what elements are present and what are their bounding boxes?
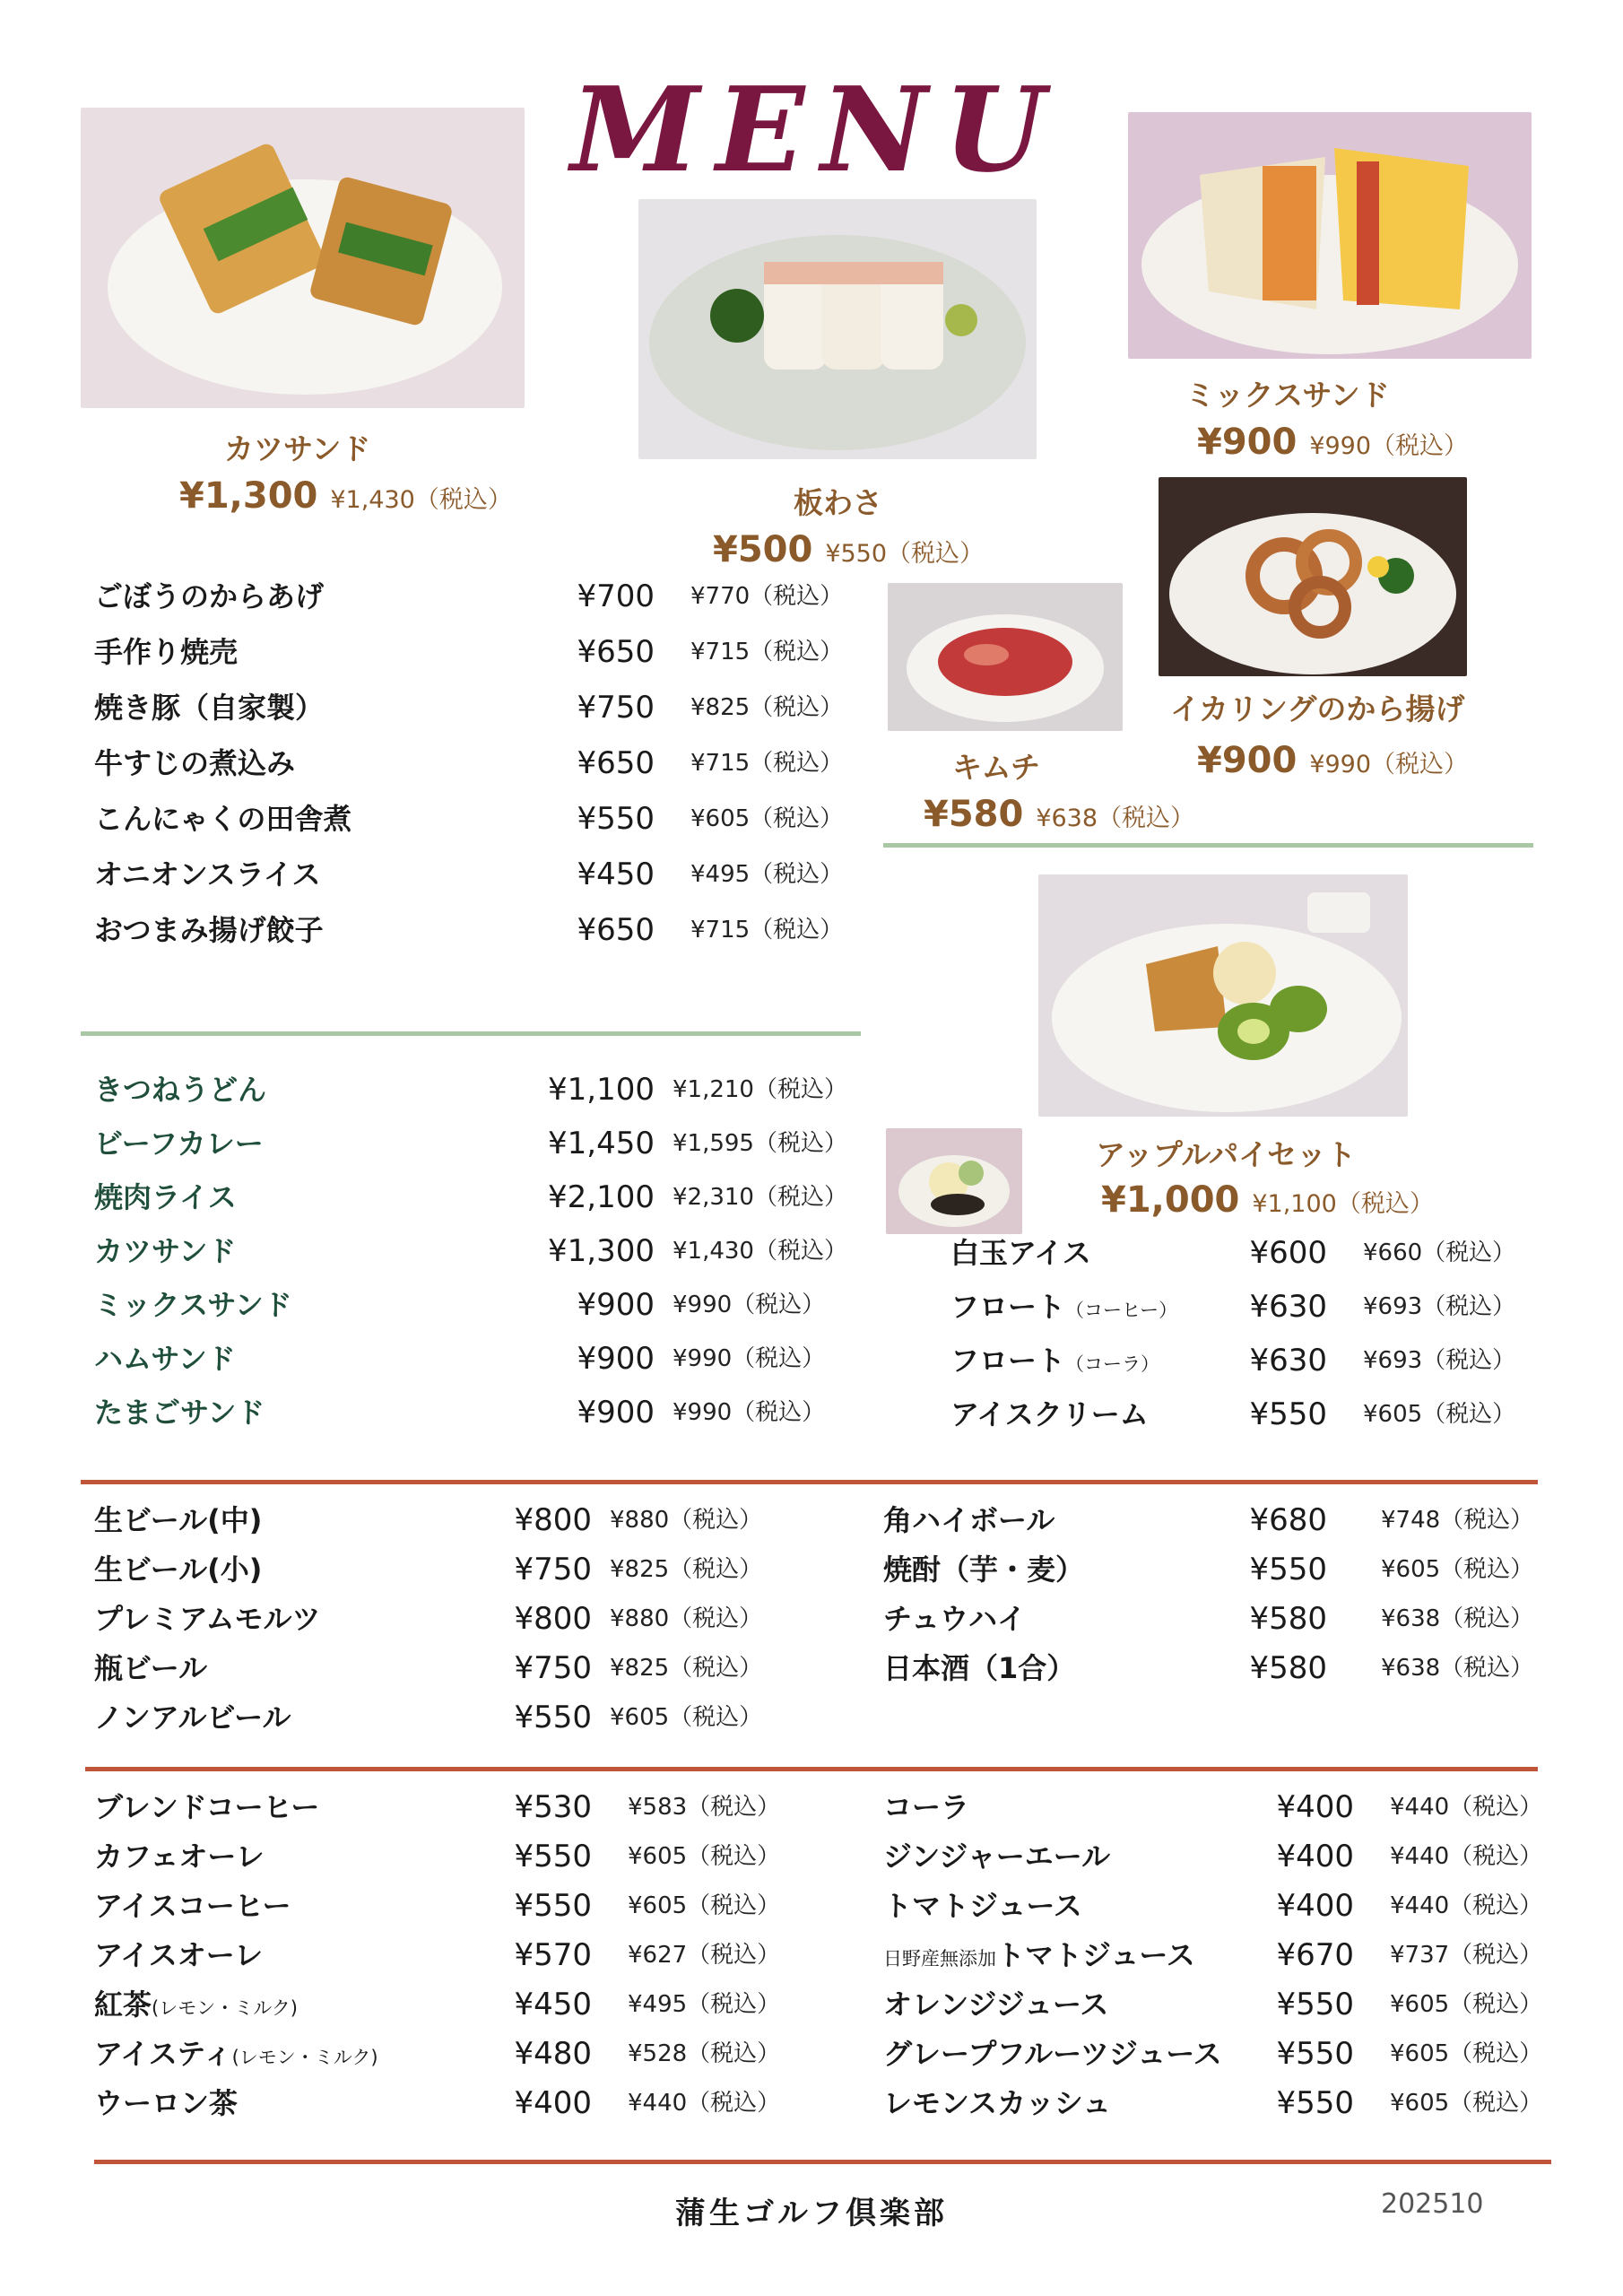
item-name-text: カツサンド xyxy=(94,1234,237,1268)
menu-item xyxy=(883,1498,1538,1543)
menu-item xyxy=(883,1834,1543,1879)
divider xyxy=(85,1767,1538,1771)
price: ¥1,300 xyxy=(179,475,318,517)
apple-pie-photo xyxy=(1038,874,1408,1117)
item-name-text: アイスクリーム xyxy=(950,1397,1149,1431)
featured-price xyxy=(179,475,512,517)
menu-item xyxy=(94,2031,812,2076)
featured-name: アップルパイセット xyxy=(1096,1137,1357,1172)
item-tax-price: ¥440（税込） xyxy=(628,2090,781,2117)
menu-item xyxy=(883,1785,1543,1830)
item-name-text: グレープフルーツジュース xyxy=(883,2037,1222,2071)
item-name xyxy=(94,1646,207,1691)
item-name-text: レモンスカッシュ xyxy=(883,2086,1112,2120)
item-name xyxy=(94,1390,265,1435)
item-tax-price: ¥825（税込） xyxy=(690,694,844,721)
item-tax-price: ¥825（税込） xyxy=(610,1655,763,1682)
item-tax-price: ¥638（税込） xyxy=(1381,1605,1534,1632)
menu-item xyxy=(94,1336,865,1381)
featured-price xyxy=(1101,1179,1434,1221)
item-price: ¥450 xyxy=(514,1987,592,2022)
itawasa-photo xyxy=(638,199,1037,459)
item-tax-price: ¥440（税込） xyxy=(1390,1794,1543,1821)
item-name xyxy=(883,1547,1084,1592)
item-price: ¥450 xyxy=(577,857,655,892)
menu-item xyxy=(883,1547,1538,1592)
item-name-text: オニオンスライス xyxy=(94,857,321,891)
item-name xyxy=(94,574,324,619)
item-tax-price: ¥605（税込） xyxy=(628,1843,781,1870)
menu-item xyxy=(94,1785,812,1830)
item-tax-price: ¥1,210（税込） xyxy=(673,1076,847,1103)
menu-item xyxy=(950,1392,1542,1437)
menu-item xyxy=(950,1338,1542,1383)
menu-item xyxy=(883,1596,1538,1641)
item-name-text: ノンアルビール xyxy=(94,1700,291,1735)
item-name-text: 紅茶 xyxy=(94,1987,152,2022)
item-name xyxy=(94,2081,238,2126)
item-name-text: ジンジャーエール xyxy=(883,1839,1111,1874)
item-tax-price: ¥495（税込） xyxy=(628,1991,781,2018)
tax-price: ¥550（税込） xyxy=(825,540,985,568)
item-name-text: ミックスサンド xyxy=(94,1288,292,1322)
item-name-text: こんにゃくの田舎煮 xyxy=(94,802,352,836)
menu-item xyxy=(94,1933,812,1978)
item-name xyxy=(94,1175,237,1220)
featured-price xyxy=(713,529,984,570)
menu-item xyxy=(94,1283,865,1327)
item-price: ¥2,100 xyxy=(548,1179,655,1215)
item-price: ¥600 xyxy=(1249,1235,1327,1271)
featured-price xyxy=(1197,422,1468,463)
item-name-text: きつねうどん xyxy=(94,1073,267,1107)
item-name xyxy=(94,741,295,786)
item-name xyxy=(94,1596,320,1641)
item-name-text: オレンジジュース xyxy=(883,1987,1109,2022)
item-price: ¥550 xyxy=(1249,1396,1327,1432)
menu-item xyxy=(950,1284,1542,1329)
menu-item xyxy=(94,1229,865,1274)
item-price: ¥900 xyxy=(577,1341,655,1377)
featured-name: 板わさ xyxy=(794,485,882,520)
item-name-text: コーラ xyxy=(883,1790,970,1824)
divider xyxy=(883,843,1533,848)
item-price: ¥750 xyxy=(577,690,655,726)
item-tax-price: ¥737（税込） xyxy=(1390,1942,1543,1969)
item-name-text: ウーロン茶 xyxy=(94,2086,239,2120)
divider xyxy=(81,1480,1538,1484)
item-name-text: ごぼうのからあげ xyxy=(94,579,325,613)
item-price: ¥580 xyxy=(1249,1601,1327,1637)
item-price: ¥750 xyxy=(514,1650,592,1686)
menu-item xyxy=(94,1834,812,1879)
item-price: ¥750 xyxy=(514,1552,592,1587)
kimchi-photo xyxy=(888,583,1123,731)
menu-item xyxy=(94,1121,865,1166)
item-name xyxy=(94,908,324,952)
tax-price: ¥990（税込） xyxy=(1309,751,1469,778)
item-name xyxy=(94,852,320,897)
item-price: ¥1,450 xyxy=(548,1126,655,1161)
mix-sandwich-photo xyxy=(1128,112,1532,359)
item-name xyxy=(94,1283,292,1327)
menu-item xyxy=(94,741,865,786)
item-price: ¥400 xyxy=(1276,1839,1354,1874)
item-tax-price: ¥660（税込） xyxy=(1363,1239,1516,1266)
item-price: ¥630 xyxy=(1249,1289,1327,1325)
menu-code: 202510 xyxy=(1381,2188,1484,2220)
item-name-text: プレミアムモルツ xyxy=(94,1602,321,1636)
featured-name: キムチ xyxy=(952,750,1041,785)
club-name: 蒲生ゴルフ倶楽部 xyxy=(675,2196,948,2231)
item-name-text: 焼肉ライス xyxy=(94,1180,237,1214)
item-price: ¥400 xyxy=(514,2085,592,2121)
item-tax-price: ¥693（税込） xyxy=(1363,1347,1516,1374)
item-name xyxy=(94,1336,236,1381)
item-price: ¥900 xyxy=(577,1287,655,1323)
item-tax-price: ¥770（税込） xyxy=(690,583,844,610)
menu-item xyxy=(883,1933,1543,1978)
item-price: ¥650 xyxy=(577,912,655,948)
item-tax-price: ¥605（税込） xyxy=(1390,2040,1543,2067)
item-name xyxy=(94,1121,264,1166)
item-name xyxy=(883,1646,1075,1691)
item-name xyxy=(883,1933,1195,1981)
item-name xyxy=(94,1067,266,1112)
item-name-text: アイスコーヒー xyxy=(94,1889,291,1923)
item-name xyxy=(950,1231,1091,1275)
item-name-text: 牛すじの煮込み xyxy=(94,746,296,780)
item-name xyxy=(883,1834,1110,1879)
item-price: ¥550 xyxy=(1276,1987,1354,2022)
menu-item xyxy=(883,2081,1543,2126)
tax-price: ¥638（税込） xyxy=(1036,804,1195,832)
tax-price: ¥1,430（税込） xyxy=(330,486,512,514)
tax-price: ¥990（税込） xyxy=(1309,432,1469,460)
item-note: (レモン・ミルク) xyxy=(152,1997,298,2019)
item-name xyxy=(94,1982,298,2031)
item-tax-price: ¥715（税込） xyxy=(690,750,844,777)
item-tax-price: ¥880（税込） xyxy=(610,1605,763,1632)
item-price: ¥550 xyxy=(1276,2085,1354,2121)
item-price: ¥530 xyxy=(514,1789,592,1825)
item-name xyxy=(883,2031,1222,2076)
item-tax-price: ¥990（税込） xyxy=(673,1399,826,1426)
menu-item xyxy=(950,1231,1542,1275)
tax-price: ¥1,100（税込） xyxy=(1252,1190,1434,1218)
price: ¥580 xyxy=(924,794,1024,835)
menu-item xyxy=(94,574,865,619)
item-name-text: チュウハイ xyxy=(883,1602,1027,1636)
item-tax-price: ¥880（税込） xyxy=(610,1507,763,1534)
item-tax-price: ¥1,595（税込） xyxy=(673,1130,847,1157)
menu-item xyxy=(883,2031,1543,2076)
price: ¥900 xyxy=(1197,740,1298,781)
item-name-text: アイスオーレ xyxy=(94,1938,264,1972)
item-name xyxy=(94,2031,378,2080)
item-tax-price: ¥748（税込） xyxy=(1381,1507,1534,1534)
menu-item xyxy=(94,1982,812,2027)
item-name xyxy=(94,1547,262,1592)
featured-name: カツサンド xyxy=(224,431,371,466)
item-tax-price: ¥440（税込） xyxy=(1390,1892,1543,1919)
item-price: ¥550 xyxy=(577,801,655,837)
menu-item xyxy=(94,630,865,674)
katsu-sandwich-photo xyxy=(81,108,525,408)
item-price: ¥680 xyxy=(1249,1502,1327,1538)
item-name xyxy=(883,1982,1108,2027)
item-name-text: 日本酒（1合） xyxy=(883,1651,1076,1685)
menu-item xyxy=(94,685,865,730)
item-tax-price: ¥605（税込） xyxy=(1363,1401,1516,1428)
item-tax-price: ¥990（税込） xyxy=(673,1292,826,1318)
item-price: ¥630 xyxy=(1249,1343,1327,1378)
item-price: ¥570 xyxy=(514,1937,592,1973)
item-name xyxy=(94,1785,319,1830)
featured-price xyxy=(924,794,1194,835)
item-name xyxy=(94,1695,291,1740)
item-tax-price: ¥605（税込） xyxy=(1381,1556,1534,1583)
item-tax-price: ¥638（税込） xyxy=(1381,1655,1534,1682)
item-name xyxy=(950,1392,1149,1437)
featured-name: ミックスサンド xyxy=(1185,378,1390,413)
item-price: ¥700 xyxy=(577,578,655,614)
price: ¥500 xyxy=(713,529,813,570)
item-price: ¥650 xyxy=(577,634,655,670)
item-name xyxy=(94,1834,265,1879)
item-tax-price: ¥605（税込） xyxy=(610,1704,763,1731)
item-name xyxy=(883,2081,1111,2126)
item-note: （コーラ） xyxy=(1065,1353,1160,1375)
item-tax-price: ¥990（税込） xyxy=(673,1345,826,1372)
item-name xyxy=(883,1498,1055,1543)
item-price: ¥480 xyxy=(514,2036,592,2072)
item-name-text: おつまみ揚げ餃子 xyxy=(94,913,324,947)
price: ¥900 xyxy=(1197,422,1298,463)
item-name-text: 焼き豚（自家製） xyxy=(94,691,325,725)
item-tax-price: ¥715（税込） xyxy=(690,917,844,944)
item-name-text: 白玉アイス xyxy=(950,1236,1091,1270)
menu-item xyxy=(94,908,865,952)
item-name-text: カフェオーレ xyxy=(94,1839,265,1874)
item-tax-price: ¥627（税込） xyxy=(628,1942,781,1969)
item-name xyxy=(94,1883,291,1928)
menu-item xyxy=(94,1883,812,1928)
item-name xyxy=(94,796,352,841)
item-name-text: ビーフカレー xyxy=(94,1126,264,1161)
divider xyxy=(81,1031,861,1036)
item-price: ¥550 xyxy=(1249,1552,1327,1587)
item-price: ¥650 xyxy=(577,745,655,781)
item-name-text: 生ビール(中) xyxy=(94,1503,263,1537)
item-tax-price: ¥693（税込） xyxy=(1363,1293,1516,1320)
item-name-text: 手作り焼売 xyxy=(94,635,239,669)
item-name xyxy=(950,1284,1177,1333)
menu-item xyxy=(94,796,865,841)
menu-item xyxy=(94,1695,812,1740)
item-tax-price: ¥583（税込） xyxy=(628,1794,781,1821)
item-name-text: 焼酎（芋・麦） xyxy=(883,1552,1085,1587)
item-price: ¥800 xyxy=(514,1601,592,1637)
menu-item xyxy=(94,1646,812,1691)
item-name-text: トマトジュース xyxy=(883,1889,1082,1923)
item-price: ¥900 xyxy=(577,1395,655,1431)
menu-item xyxy=(94,852,865,897)
menu-item xyxy=(94,1067,865,1112)
item-name xyxy=(883,1883,1082,1928)
menu-item xyxy=(94,1596,812,1641)
item-tax-price: ¥495（税込） xyxy=(690,861,844,888)
menu-item xyxy=(94,2081,812,2126)
menu-title: MENU xyxy=(570,61,1062,198)
squid-rings-photo xyxy=(1159,477,1467,676)
item-note: （コーヒー） xyxy=(1065,1300,1178,1321)
item-price: ¥400 xyxy=(1276,1888,1354,1924)
item-note: (レモン・ミルク) xyxy=(231,2047,378,2068)
item-price: ¥400 xyxy=(1276,1789,1354,1825)
menu-item xyxy=(883,1883,1543,1928)
item-price: ¥550 xyxy=(1276,2036,1354,2072)
item-tax-price: ¥715（税込） xyxy=(690,639,844,665)
item-price: ¥550 xyxy=(514,1839,592,1874)
featured-price xyxy=(1197,740,1468,781)
item-price: ¥550 xyxy=(514,1700,592,1735)
item-name-text: 角ハイボール xyxy=(883,1503,1055,1537)
item-name xyxy=(94,630,238,674)
item-price: ¥1,300 xyxy=(548,1233,655,1269)
item-name xyxy=(94,1229,236,1274)
item-tax-price: ¥2,310（税込） xyxy=(673,1184,847,1211)
item-name-text: ハムサンド xyxy=(94,1342,236,1376)
item-name-text: アイスティ xyxy=(94,2037,232,2071)
menu-item xyxy=(883,1646,1538,1691)
menu-item xyxy=(94,1390,865,1435)
item-price: ¥580 xyxy=(1249,1650,1327,1686)
item-name-text: フロート xyxy=(950,1344,1066,1378)
menu-item xyxy=(94,1498,812,1543)
divider xyxy=(94,2160,1551,2164)
item-name-text: 生ビール(小) xyxy=(94,1552,263,1587)
item-tax-price: ¥528（税込） xyxy=(628,2040,781,2067)
item-tax-price: ¥605（税込） xyxy=(628,1892,781,1919)
item-price: ¥800 xyxy=(514,1502,592,1538)
item-tax-price: ¥605（税込） xyxy=(1390,1991,1543,2018)
item-price: ¥550 xyxy=(514,1888,592,1924)
item-name-text: たまごサンド xyxy=(94,1396,265,1430)
featured-name: イカリングのから揚げ xyxy=(1170,691,1465,726)
item-name xyxy=(94,1498,262,1543)
item-tax-price: ¥605（税込） xyxy=(690,805,844,832)
item-tax-price: ¥1,430（税込） xyxy=(673,1238,847,1265)
item-tax-price: ¥440（税込） xyxy=(1390,1843,1543,1870)
menu-item xyxy=(883,1982,1543,2027)
item-prefix: 日野産無添加 xyxy=(883,1948,996,1970)
item-name-text: フロート xyxy=(950,1290,1066,1324)
shiratama-ice-photo xyxy=(886,1128,1022,1234)
item-name-text: 瓶ビール xyxy=(94,1651,208,1685)
item-tax-price: ¥825（税込） xyxy=(610,1556,763,1583)
item-price: ¥1,100 xyxy=(548,1072,655,1108)
item-name xyxy=(883,1785,969,1830)
item-name xyxy=(883,1596,1026,1641)
item-name-text: ブレンドコーヒー xyxy=(94,1790,320,1824)
item-name-text: トマトジュース xyxy=(996,1938,1195,1972)
item-tax-price: ¥605（税込） xyxy=(1390,2090,1543,2117)
menu-item xyxy=(94,1175,865,1220)
price: ¥1,000 xyxy=(1101,1179,1240,1221)
menu-item xyxy=(94,1547,812,1592)
item-price: ¥670 xyxy=(1276,1937,1354,1973)
item-name xyxy=(950,1338,1159,1387)
item-name xyxy=(94,1933,263,1978)
item-name xyxy=(94,685,324,730)
